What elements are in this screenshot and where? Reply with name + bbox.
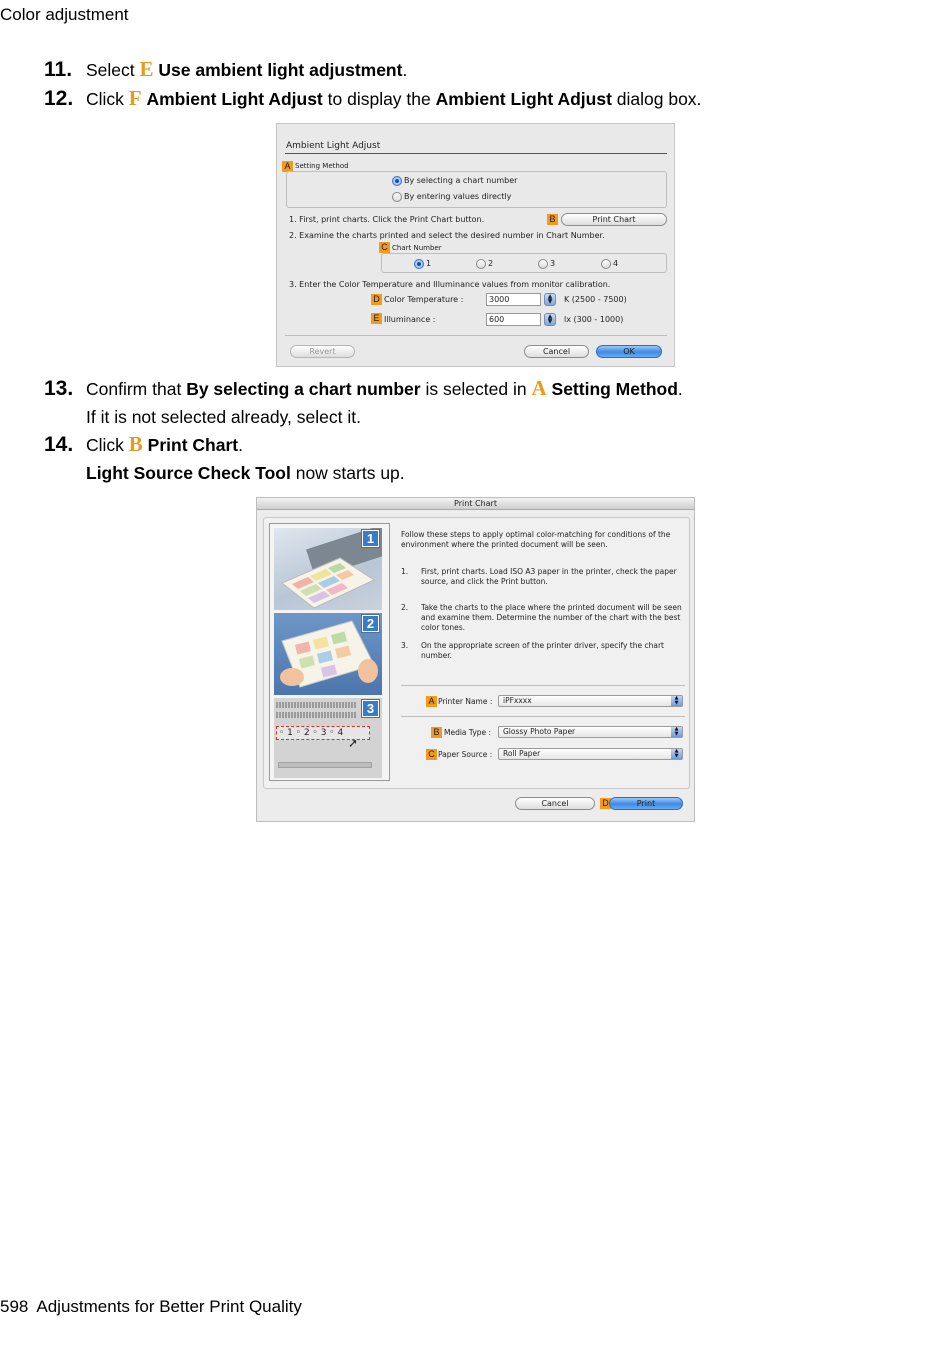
step-number-badge-2: 2	[362, 615, 379, 632]
step-number: 11.	[44, 58, 73, 81]
chart-digit: 1	[287, 728, 293, 738]
instruction-number-2: 2.	[401, 603, 409, 612]
color-temperature-label: Color Temperature :	[384, 295, 464, 304]
revert-button[interactable]: Revert	[290, 345, 355, 358]
chart-radio-4[interactable]	[601, 259, 611, 269]
illuminance-stepper[interactable]: ▲ ▼	[544, 313, 556, 326]
chart-number-label: Chart Number	[392, 244, 442, 252]
popup-arrows-icon: ▲ ▼	[671, 749, 682, 759]
print-chart-button[interactable]: Print Chart	[561, 213, 667, 226]
page-header: Color adjustment	[0, 5, 129, 24]
callout-letter: A	[531, 376, 547, 400]
print-chart-dialog	[256, 497, 695, 822]
step-13	[44, 377, 683, 400]
step-text: Confirm that	[86, 379, 187, 399]
paper-source-label: Paper Source :	[438, 750, 493, 759]
color-temperature-input[interactable]: 3000	[486, 293, 541, 306]
illuminance-input[interactable]: 600	[486, 313, 541, 326]
step-12	[44, 87, 701, 110]
callout-badge-e: E	[371, 313, 382, 324]
step-bold: Ambient Light Adjust	[435, 89, 612, 109]
divider	[401, 716, 685, 717]
printer-name-select[interactable]	[498, 695, 683, 707]
step-14-note	[86, 462, 405, 484]
page-number: 598	[0, 1297, 29, 1316]
callout-badge-c: C	[426, 749, 437, 760]
ambient-light-adjust-dialog	[276, 123, 675, 367]
radio-by-chart-number[interactable]	[392, 176, 402, 186]
title-divider	[285, 153, 667, 154]
radio-by-chart-number-label: By selecting a chart number	[404, 176, 518, 185]
step-text: now starts up.	[290, 463, 405, 483]
illustration-print-charts	[274, 528, 382, 610]
instruction-number-1: 1.	[401, 567, 409, 576]
instruction-step-2: 2. Examine the charts printed and select the desired number in Chart Number.	[289, 231, 605, 240]
step-number-badge-3: 3	[362, 700, 379, 717]
media-type-select[interactable]	[498, 726, 683, 738]
step-text: Click	[86, 435, 129, 455]
print-button[interactable]: Print	[609, 797, 683, 810]
illustration-examine-charts	[274, 613, 382, 695]
step-bold: Setting Method	[551, 379, 678, 399]
paper-source-select[interactable]	[498, 748, 683, 760]
page-footer	[0, 1297, 302, 1317]
instruction-text-1: First, print charts. Load ISO A3 paper in the printer, check the paper source, and click the Print button.	[421, 567, 677, 586]
setting-method-label: Setting Method	[295, 162, 349, 170]
step-text: Select	[86, 60, 140, 80]
chart-radio-3-label: 3	[550, 259, 556, 268]
chart-radio-2-label: 2	[488, 259, 494, 268]
section-title: Adjustments for Better Print Quality	[36, 1297, 302, 1316]
step-text: dialog box.	[611, 89, 702, 109]
illustration-panel	[269, 523, 390, 781]
chart-radio-1-label: 1	[426, 259, 432, 268]
callout-badge-c: C	[379, 242, 390, 253]
illuminance-label: Illuminance :	[384, 315, 436, 324]
mouse-pointer-icon: ➚	[348, 736, 359, 750]
instruction-number-3: 3.	[401, 641, 409, 650]
step-number: 14.	[44, 433, 74, 456]
step-bold: Use ambient light adjustment	[158, 60, 403, 80]
chart-digit: 4	[337, 728, 344, 738]
callout-badge-a: A	[426, 696, 437, 707]
illustration-specify-number	[274, 698, 382, 778]
step-number: 13.	[44, 377, 74, 400]
printer-name-value: iPFxxxx	[503, 696, 532, 705]
step-bold: Light Source Check Tool	[86, 463, 291, 483]
cancel-button[interactable]: Cancel	[515, 797, 595, 810]
instruction-text-3: On the appropriate screen of the printer driver, specify the chart number.	[421, 641, 664, 660]
paper-source-value: Roll Paper	[503, 749, 541, 758]
media-type-value: Glossy Photo Paper	[503, 727, 576, 736]
step-number: 12.	[44, 87, 74, 110]
chart-number-highlight: ◦ 1 ◦ 2 ◦ 3 ◦ 4	[276, 726, 370, 740]
divider	[285, 335, 667, 336]
step-text: .	[402, 60, 408, 80]
step-bold: By selecting a chart number	[186, 379, 421, 399]
step-text: .	[677, 379, 683, 399]
instruction-text-2: Take the charts to the place where the printed document will be seen and examine them. Determine the number of the chart with the best color tones.	[421, 603, 682, 632]
chart-radio-4-label: 4	[613, 259, 619, 268]
ok-button[interactable]: OK	[596, 345, 662, 358]
chart-radio-1[interactable]	[414, 259, 424, 269]
color-temperature-range: K (2500 - 7500)	[564, 295, 627, 304]
callout-badge-b: B	[547, 214, 558, 225]
instruction-step-1: 1. First, print charts. Click the Print Chart button.	[289, 215, 485, 224]
callout-badge-d: D	[600, 798, 611, 809]
popup-arrows-icon: ▲ ▼	[671, 727, 682, 737]
step-text: Click	[86, 89, 129, 109]
illuminance-range: lx (300 - 1000)	[564, 315, 624, 324]
step-13-note: If it is not selected already, select it.	[86, 407, 361, 427]
color-temperature-stepper[interactable]: ▲ ▼	[544, 293, 556, 306]
dialog-title: Print Chart	[257, 498, 694, 510]
step-bold: Ambient Light Adjust	[146, 89, 323, 109]
callout-letter: F	[128, 86, 142, 110]
printer-name-label: Printer Name :	[438, 697, 493, 706]
step-text: .	[238, 435, 243, 455]
chart-digit: 2	[303, 728, 310, 738]
radio-by-values-label: By entering values directly	[404, 192, 512, 201]
step-14	[44, 433, 243, 456]
chart-radio-3[interactable]	[538, 259, 548, 269]
radio-by-values[interactable]	[392, 192, 402, 202]
callout-badge-b: B	[431, 727, 442, 738]
callout-badge-d: D	[371, 294, 382, 305]
callout-letter: B	[128, 432, 143, 456]
step-text: to display the	[322, 89, 436, 109]
chart-radio-2[interactable]	[476, 259, 486, 269]
step-11	[44, 58, 407, 81]
media-type-label: Media Type :	[444, 728, 492, 737]
cancel-button[interactable]: Cancel	[524, 345, 589, 358]
callout-letter: E	[139, 57, 154, 81]
step-number-badge-1: 1	[362, 530, 379, 547]
instruction-step-3: 3. Enter the Color Temperature and Illuminance values from monitor calibration.	[289, 280, 611, 289]
popup-arrows-icon: ▲ ▼	[671, 696, 682, 706]
intro-text: Follow these steps to apply optimal color-matching for conditions of the environment where the printed document will be seen.	[401, 530, 671, 549]
chart-digit: 3	[320, 728, 327, 738]
dialog-title: Ambient Light Adjust	[286, 141, 381, 151]
step-text: is selected in	[420, 379, 532, 399]
step-bold: Print Chart	[147, 435, 239, 455]
divider	[401, 685, 685, 686]
callout-badge-a: A	[282, 161, 293, 172]
